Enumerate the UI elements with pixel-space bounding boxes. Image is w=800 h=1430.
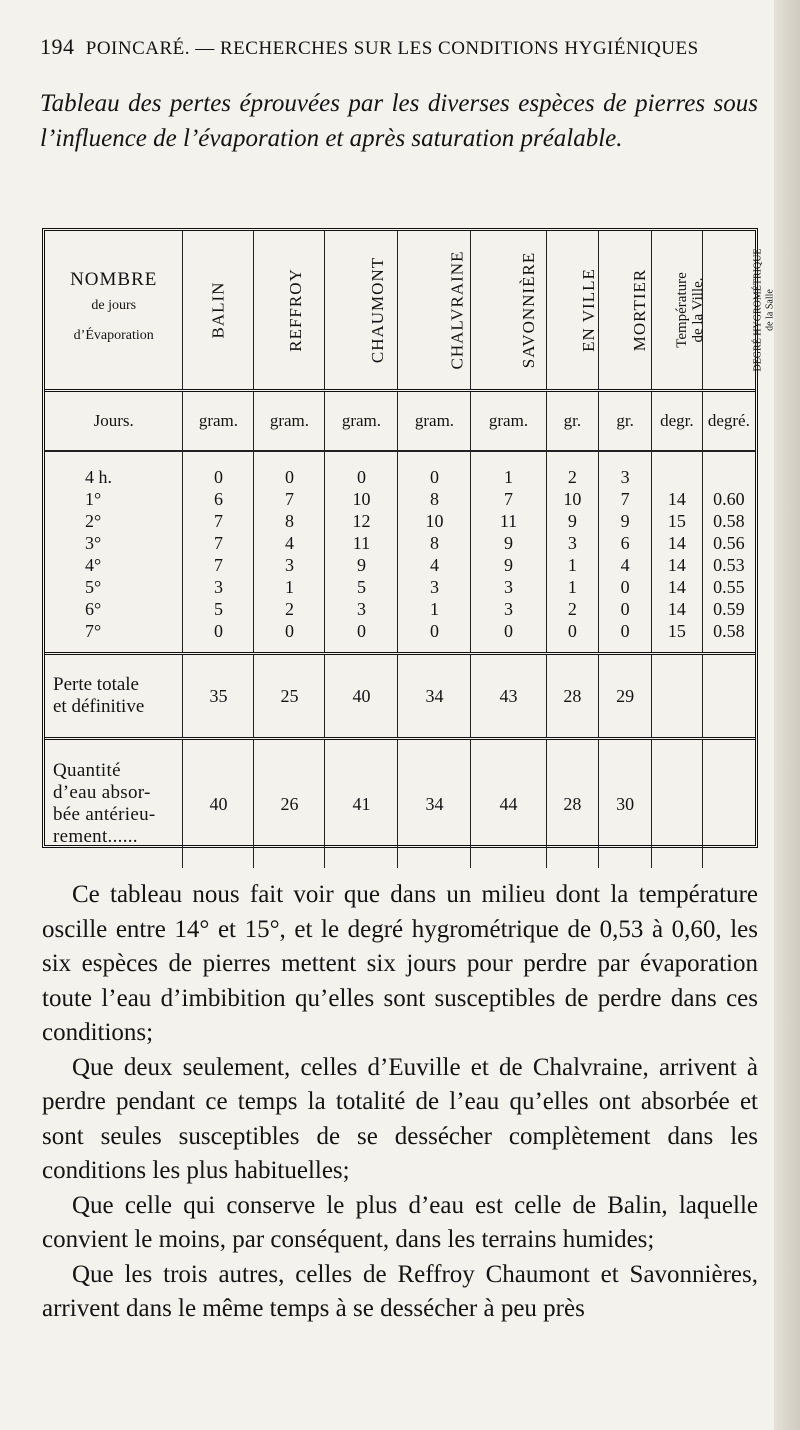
values-savonniere: 1 7 11 9 9 3 3 0	[471, 451, 546, 654]
values-chaumont: 0 10 12 11 9 5 3 0	[325, 451, 398, 654]
paragraph: Que les trois autres, celles de Reffroy Chaumont et Savonnières, arrivent dans le même temps à se dessécher à peu près	[42, 1260, 758, 1322]
paragraph: Ce tableau nous fait voir que dans un milieu dont la température oscille entre 14° et 15°, et le degré hygrométrique de 0,53 à 0,60, les six espèces de pierres mettent six jours pour perdre par évaporation toute l’eau d’imbibition qu’elles sont susceptibles de perdre dans ces conditions;	[42, 881, 758, 1046]
unit-cell: gr.	[546, 391, 599, 452]
values-chalvraine: 0 8 10 8 4 3 1 0	[398, 451, 471, 654]
body-text	[42, 878, 758, 1327]
total-loss-label: Perte totale et définitive	[45, 654, 183, 739]
unit-cell: gram.	[471, 391, 546, 452]
unit-cell: gram.	[254, 391, 325, 452]
units-row	[45, 391, 755, 452]
absorbed-cell: 30	[599, 739, 652, 869]
running-head	[40, 34, 730, 60]
header-balin: BALIN	[183, 231, 254, 391]
total-cell	[702, 654, 755, 739]
absorbed-cell	[702, 739, 755, 869]
paragraph: Que celle qui conserve le plus d’eau est celle de Balin, laquelle convient le moins, par conséquent, dans les terrains humides;	[42, 1191, 758, 1253]
unit-cell: gram.	[398, 391, 471, 452]
total-cell: 43	[471, 654, 546, 739]
header-savonniere: SAVONNIÈRE	[471, 231, 546, 391]
total-cell: 40	[325, 654, 398, 739]
total-loss-row	[45, 654, 755, 739]
total-cell	[651, 654, 702, 739]
total-cell: 25	[254, 654, 325, 739]
header-days	[45, 231, 183, 391]
header-temperature: Température de la Ville.	[651, 231, 702, 391]
absorbed-water-row	[45, 739, 755, 869]
header-row	[45, 231, 755, 391]
header-reffroy: REFFROY	[254, 231, 325, 391]
absorbed-cell: 44	[471, 739, 546, 869]
header-days-line2: de jours	[91, 298, 137, 313]
absorbed-cell	[651, 739, 702, 869]
absorbed-cell: 40	[183, 739, 254, 869]
absorbed-cell: 26	[254, 739, 325, 869]
unit-cell: gram.	[325, 391, 398, 452]
values-reffroy: 0 7 8 4 3 1 2 0	[254, 451, 325, 654]
values-temperature: 14 15 14 14 14 14 15	[651, 451, 702, 654]
absorbed-cell: 41	[325, 739, 398, 869]
total-cell: 34	[398, 654, 471, 739]
values-balin: 0 6 7 7 7 3 5 0	[183, 451, 254, 654]
daily-values-row	[45, 451, 755, 654]
header-days-line3: d’Évaporation	[73, 328, 154, 343]
table-caption: Tableau des pertes éprouvées par les diverses espèces de pierres sous l’influence de l’évaporation et après saturation préalable.	[40, 90, 758, 152]
values-en-ville: 2 10 9 3 1 1 2 0	[546, 451, 599, 654]
total-cell: 29	[599, 654, 652, 739]
absorbed-water-label: Quantité d’eau absor- bée antérieu- rement......	[53, 760, 156, 847]
header-days-line1: NOMBRE	[70, 269, 158, 290]
page-gutter	[774, 0, 800, 1430]
page-number: 194	[40, 34, 75, 59]
unit-cell: gram.	[183, 391, 254, 452]
unit-cell: degré.	[702, 391, 755, 452]
absorbed-cell: 34	[398, 739, 471, 869]
unit-cell: gr.	[599, 391, 652, 452]
absorbed-cell: 28	[546, 739, 599, 869]
header-en-ville: EN VILLE	[546, 231, 599, 391]
unit-cell: degr.	[651, 391, 702, 452]
header-mortier: MORTIER	[599, 231, 652, 391]
data-table	[42, 228, 776, 848]
header-hygrometric: DEGRÉ HYGROMÉTRIQUE de la Salle	[702, 231, 755, 391]
days-column: 4 h. 1° 2° 3° 4° 5° 6° 7°	[45, 451, 183, 654]
total-cell: 35	[183, 654, 254, 739]
paragraph: Que deux seulement, celles d’Euville et de Chalvraine, arrivent à perdre pendant ce temps la totalité de l’eau qu’elles ont absorbée et sont seules susceptibles de se dessécher complètement dans les conditions les plus habituelles;	[42, 1053, 758, 1184]
values-mortier: 3 7 9 6 4 0 0 0	[599, 451, 652, 654]
units-label: Jours.	[45, 391, 183, 452]
header-chaumont: CHAUMONT	[325, 231, 398, 391]
header-chalvraine: CHALVRAINE	[398, 231, 471, 391]
running-title: POINCARÉ. — RECHERCHES SUR LES CONDITIONS HYGIÉNIQUES	[85, 38, 699, 59]
values-hygrometric: 0.60 0.58 0.56 0.53 0.55 0.59 0.58	[702, 451, 755, 654]
total-cell: 28	[546, 654, 599, 739]
